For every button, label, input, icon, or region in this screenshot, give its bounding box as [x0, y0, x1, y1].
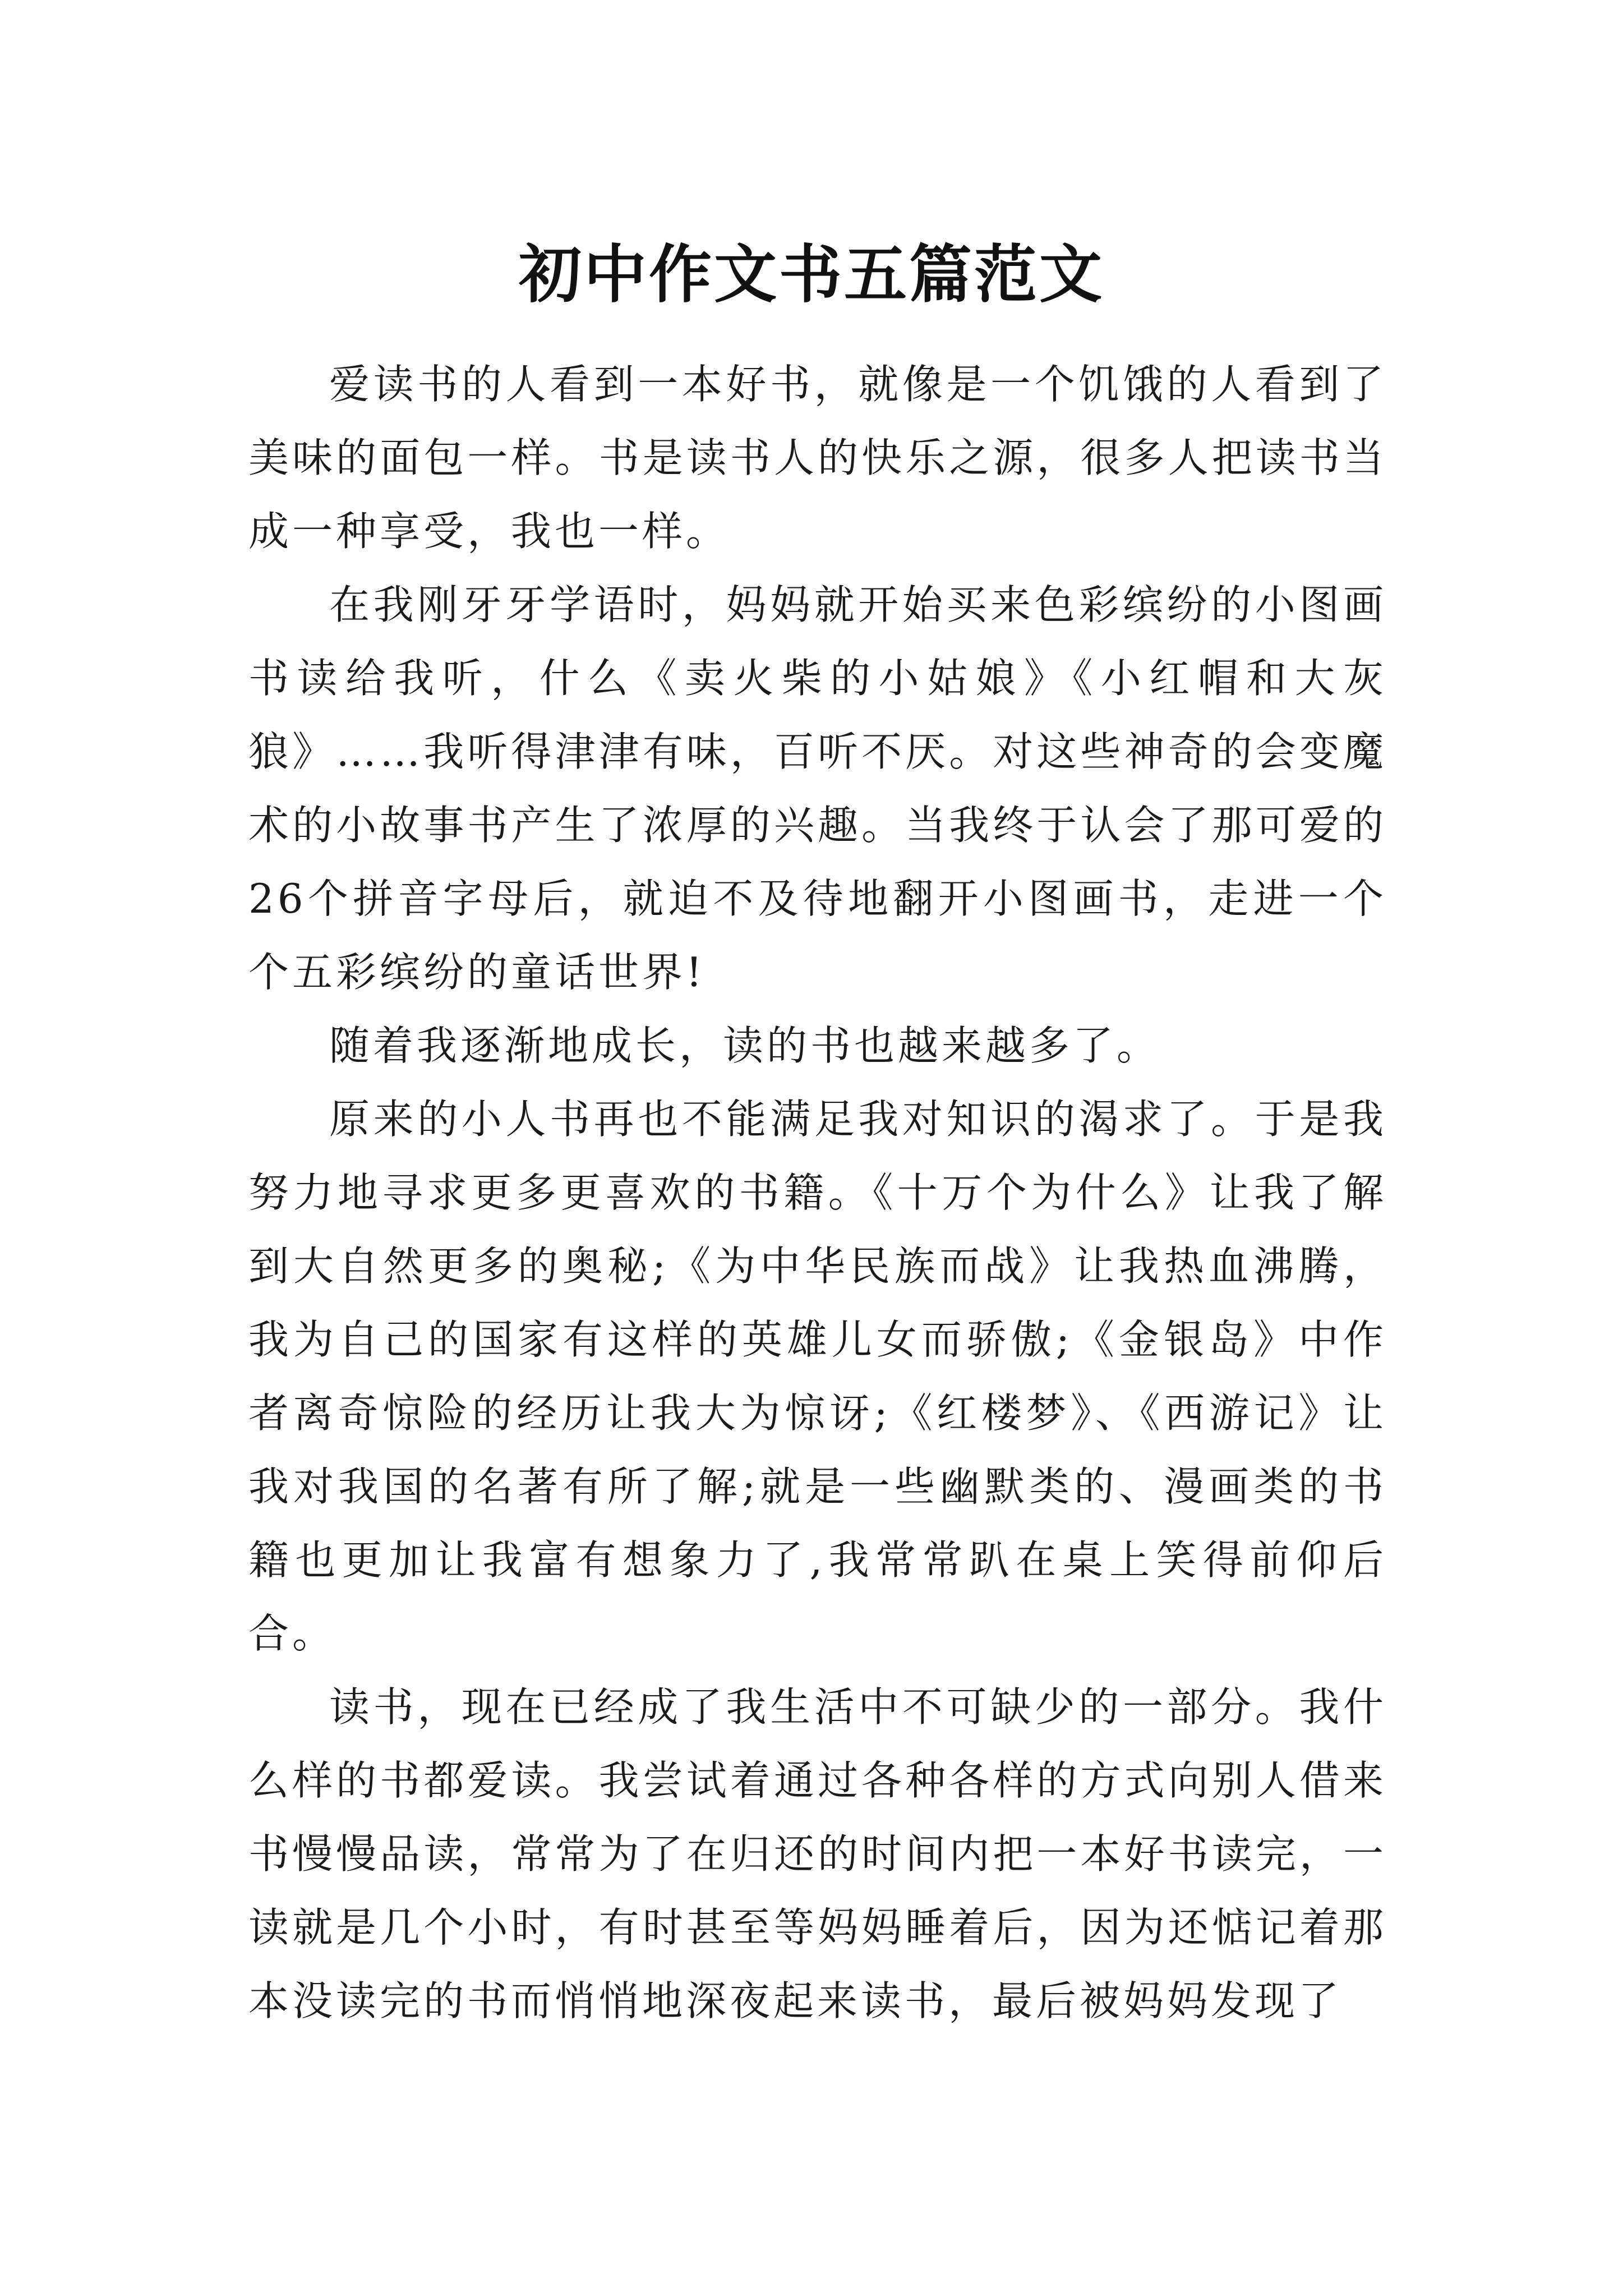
page-title: 初中作文书五篇范文 [519, 238, 1104, 312]
paragraph-1: 爱读书的人看到一本好书，就像是一个饥饿的人看到了美味的面包一样。书是读书人的快乐之源，很多人把读书当成一种享受，我也一样。 [248, 361, 1387, 555]
paragraph-3: 随着我逐渐地成长，读的书也越来越多了。 [329, 1022, 1161, 1069]
essay-body [248, 348, 1387, 2038]
paragraph-2: 在我刚牙牙学语时，妈妈就开始买来色彩缤纷的小图画书读给我听，什么《卖火柴的小姑娘》《小红帽和大灰狼》……我听得津津有味，百听不厌。对这些神奇的会变魔术的小故事书产生了浓厚的兴趣。当我终于认会了那可爱的26个拼音字母后，就迫不及待地翻开小图画书，走进一个个五彩缤纷的童话世界! [248, 581, 1387, 996]
paragraph-4: 原来的小人书再也不能满足我对知识的渴求了。于是我努力地寻求更多更喜欢的书籍。《十万个为什么》让我了解到大自然更多的奥秘;《为中华民族而战》让我热血沸腾，我为自己的国家有这样的英雄儿女而骄傲;《金银岛》中作者离奇惊险的经历让我大为惊讶;《红楼梦》、《西游记》让我对我国的名著有所了解;就是一些幽默类的、漫画类的书籍也更加让我富有想象力了,我常常趴在桌上笑得前仰后合。 [248, 1096, 1387, 1657]
paragraph-5: 读书，现在已经成了我生活中不可缺少的一部分。我什么样的书都爱读。我尝试着通过各种各样的方式向别人借来书慢慢品读，常常为了在归还的时间内把一本好书读完，一读就是几个小时，有时甚至等妈妈睡着后，因为还惦记着那本没读完的书而悄悄地深夜起来读书，最后被妈妈发现了 [248, 1683, 1387, 2024]
